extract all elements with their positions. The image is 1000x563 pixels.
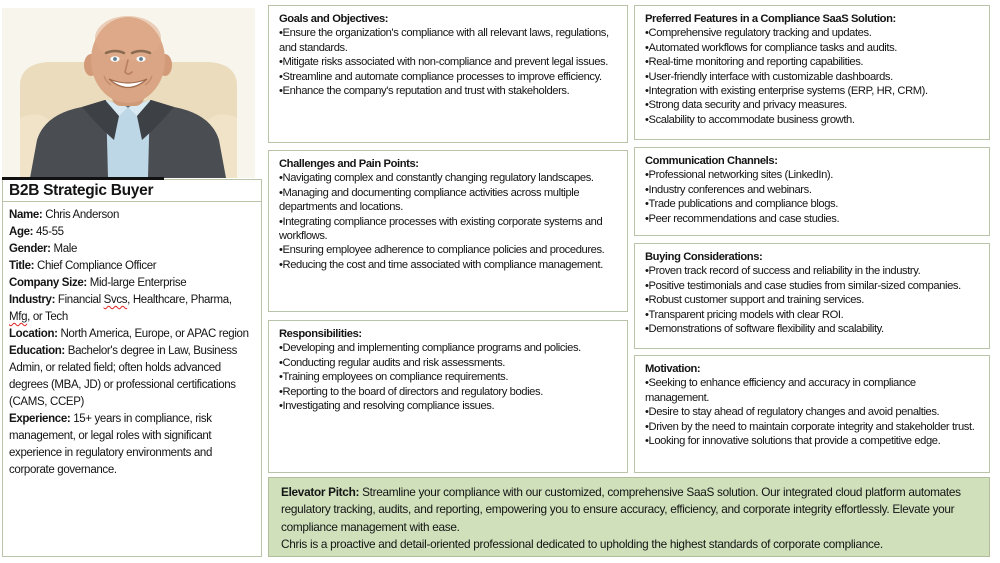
section-title: Preferred Features in a Compliance SaaS Solution: [645, 13, 896, 25]
field-value: Chris Anderson [45, 209, 119, 221]
section-title: Challenges and Pain Points: [279, 158, 419, 170]
field-label: Name: [9, 209, 43, 221]
field-value: Bachelor's degree in Law, Business Admin, or related field; often holds advanced degrees (MBA, JD) or professional certifications (CAMS, CCEP) [9, 345, 238, 408]
bullet: •User-friendly interface with customizable dashboards. [645, 70, 893, 83]
bullet: •Peer recommendations and case studies. [645, 212, 840, 225]
bullet: •Scalability to accommodate business growth. [645, 113, 855, 126]
bullet: •Professional networking sites (LinkedIn). [645, 169, 833, 182]
elevator-pitch-paragraph [281, 484, 977, 536]
field-location [9, 326, 255, 343]
spellcheck-word: Mfg [9, 311, 28, 323]
bullet: •Streamline and automate compliance processes to improve efficiency. [279, 70, 602, 83]
section-motivation [634, 355, 990, 473]
bullet: •Developing and implementing compliance programs and policies. [279, 342, 581, 355]
bullet: •Managing and documenting compliance activities across multiple departments and locations. [279, 186, 580, 214]
field-label: Company Size: [9, 277, 87, 289]
persona-title: B2B Strategic Buyer [9, 181, 154, 199]
bullet: •Robust customer support and training services. [645, 294, 864, 307]
field-value: Mid-large Enterprise [89, 277, 187, 289]
elevator-pitch-text: Streamline your compliance with our customized, comprehensive SaaS solution. Our integrated cloud platform automates regulatory tracking, audits, and reporting, empowering you to ensure accuracy, efficiency, and corporate integrity effortlessly. Elevate your compliance management with ease. [281, 485, 961, 534]
header-accent-bar [2, 177, 164, 180]
section-buying-considerations [634, 243, 990, 349]
field-experience [9, 411, 255, 479]
field-value: North America, Europe, or APAC region [60, 328, 249, 340]
bullet: •Integrating compliance processes with existing corporate systems and workflows. [279, 215, 603, 243]
field-value: 15+ years in compliance, risk management, or legal roles with significant experience in regulatory environments and corporate governance. [9, 413, 212, 476]
field-label: Age: [9, 226, 34, 238]
field-company-size [9, 275, 255, 292]
persona-photo [2, 8, 255, 178]
bullet: •Desire to stay ahead of regulatory changes and avoid penalties. [645, 406, 940, 419]
field-value: Financial [57, 294, 104, 306]
bullet: •Comprehensive regulatory tracking and updates. [645, 27, 872, 40]
elevator-pitch-line2: Chris is a proactive and detail-oriented professional dedicated to upholding the highest standards of corporate compliance. [281, 537, 883, 552]
section-responsibilities [268, 320, 628, 473]
section-preferred-features [634, 5, 990, 140]
spellcheck-word: Svcs [103, 294, 128, 306]
bullet: •Enhance the company's reputation and trust with stakeholders. [279, 85, 570, 98]
field-education [9, 343, 255, 411]
section-challenges [268, 150, 628, 312]
field-value: Chief Compliance Officer [37, 260, 157, 272]
field-value: , or Tech [27, 311, 68, 323]
elevator-pitch [268, 477, 990, 557]
bullet: •Navigating complex and constantly changing regulatory landscapes. [279, 172, 594, 185]
field-value: , Healthcare, Pharma, [127, 294, 232, 306]
portrait-illustration [2, 8, 255, 178]
bullet: •Reducing the cost and time associated with compliance management. [279, 258, 603, 271]
persona-header [3, 180, 261, 202]
persona-details [3, 202, 261, 484]
field-title [9, 258, 255, 275]
section-title: Responsibilities: [279, 328, 362, 340]
bullet: •Driven by the need to maintain corporate integrity and stakeholder trust. [645, 420, 975, 433]
bullet: •Demonstrations of software flexibility and scalability. [645, 323, 884, 336]
bullet: •Trade publications and compliance blogs. [645, 198, 838, 211]
section-title: Buying Considerations: [645, 251, 763, 263]
bullet: •Conducting regular audits and risk assessments. [279, 356, 505, 369]
field-label: Industry: [9, 294, 56, 306]
field-industry [9, 292, 255, 326]
field-label: Education: [9, 345, 65, 357]
bullet: •Seeking to enhance efficiency and accuracy in compliance management. [645, 377, 916, 404]
field-label: Experience: [9, 413, 71, 425]
bullet: •Strong data security and privacy measures. [645, 99, 847, 112]
field-name [9, 207, 255, 224]
bullet: •Proven track record of success and reliability in the industry. [645, 265, 921, 278]
bullet: •Training employees on compliance requirements. [279, 371, 509, 384]
field-gender [9, 241, 255, 258]
bullet: •Positive testimonials and case studies from similar-sized companies. [645, 279, 961, 292]
persona-summary-panel [2, 179, 262, 557]
field-label: Title: [9, 260, 35, 272]
field-label: Location: [9, 328, 58, 340]
bullet: •Industry conferences and webinars. [645, 183, 812, 196]
bullet: •Reporting to the board of directors and regulatory bodies. [279, 385, 543, 398]
section-title: Communication Channels: [645, 155, 778, 167]
bullet: •Transparent pricing models with clear ROI. [645, 308, 844, 321]
bullet: •Integration with existing enterprise systems (ERP, HR, CRM). [645, 85, 928, 98]
section-goals [268, 5, 628, 143]
elevator-pitch-label: Elevator Pitch: [281, 485, 360, 499]
bullet: •Investigating and resolving compliance issues. [279, 400, 495, 413]
field-value: Male [53, 243, 78, 255]
right-column [634, 5, 990, 473]
section-title: Goals and Objectives: [279, 13, 389, 25]
bullet: •Automated workflows for compliance tasks and audits. [645, 41, 897, 54]
bullet: •Real-time monitoring and reporting capabilities. [645, 56, 864, 69]
field-label: Gender: [9, 243, 51, 255]
bullet: •Ensuring employee adherence to compliance policies and procedures. [279, 244, 605, 257]
bullet: •Mitigate risks associated with non-compliance and prevent legal issues. [279, 56, 608, 69]
middle-column [268, 5, 628, 473]
section-title: Motivation: [645, 363, 701, 375]
section-communication-channels [634, 147, 990, 236]
bullet: •Ensure the organization's compliance with all relevant laws, regulations, and standards. [279, 27, 609, 54]
bullet: •Looking for innovative solutions that provide a competitive edge. [645, 435, 941, 448]
field-value: 45-55 [36, 226, 64, 238]
field-age [9, 224, 255, 241]
